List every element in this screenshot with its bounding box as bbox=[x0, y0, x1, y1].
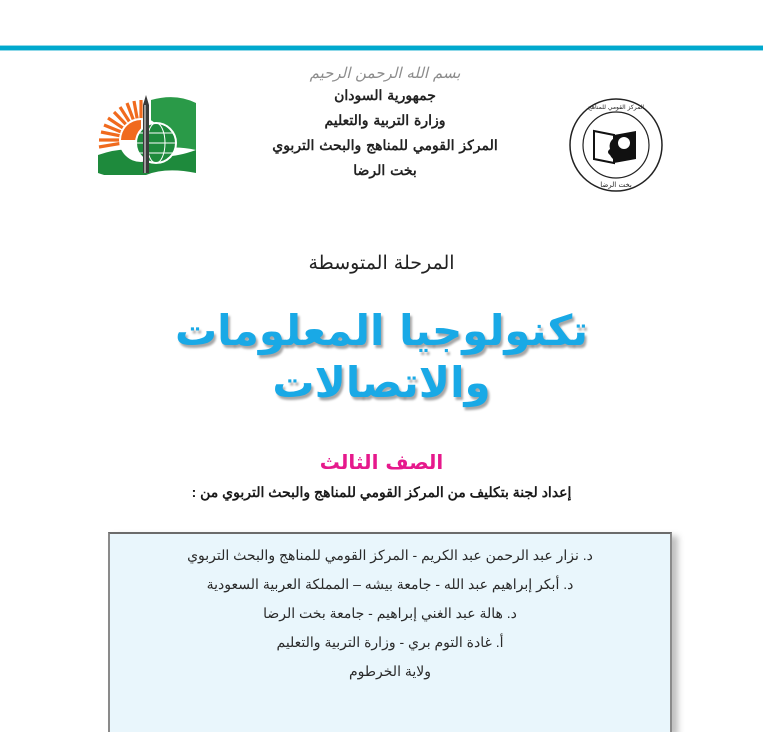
issuing-authority-header bbox=[250, 62, 520, 184]
education-stage: المرحلة المتوسطة bbox=[308, 252, 455, 274]
author-line: د. نزار عبد الرحمن عبد الكريم - المركز القومي للمناهج والبحث التربوي bbox=[187, 547, 593, 563]
author-line: ولاية الخرطوم bbox=[349, 663, 431, 679]
ministry-emblem-icon bbox=[96, 95, 196, 175]
book-title-line-1: تكنولوجيا المعلومات bbox=[174, 306, 589, 355]
center-name: المركز القومي للمناهج والبحث التربوي bbox=[272, 138, 498, 154]
author-line: أ. غادة التوم بري - وزارة التربية والتعليم bbox=[276, 634, 504, 650]
basmala-calligraphy: بسم الله الرحمن الرحيم bbox=[309, 64, 461, 82]
svg-text:بخت الرضا: بخت الرضا bbox=[600, 181, 632, 189]
prepared-by-heading: إعداد لجنة بتكليف من المركز القومي للمناهج والبحث التربوي من : bbox=[191, 484, 572, 500]
book-title-line-2: والاتصالات bbox=[272, 358, 491, 407]
grade-level: الصف الثالث bbox=[319, 450, 444, 474]
author-line: د. هالة عبد الغني إبراهيم - جامعة بخت الرضا bbox=[263, 605, 517, 621]
top-accent-rule bbox=[0, 45, 763, 51]
ministry-name: وزارة التربية والتعليم bbox=[324, 113, 446, 129]
center-location: بخت الرضا bbox=[353, 163, 417, 179]
authors-box bbox=[108, 532, 672, 732]
country-name: جمهورية السودان bbox=[334, 88, 436, 104]
book-title bbox=[0, 305, 763, 409]
author-line: د. أبكر إبراهيم عبد الله - جامعة بيشه – المملكة العربية السعودية bbox=[206, 576, 574, 592]
svg-text:المركز القومي للمناهج: المركز القومي للمناهج bbox=[587, 104, 645, 111]
curriculum-center-seal-icon bbox=[566, 97, 666, 197]
